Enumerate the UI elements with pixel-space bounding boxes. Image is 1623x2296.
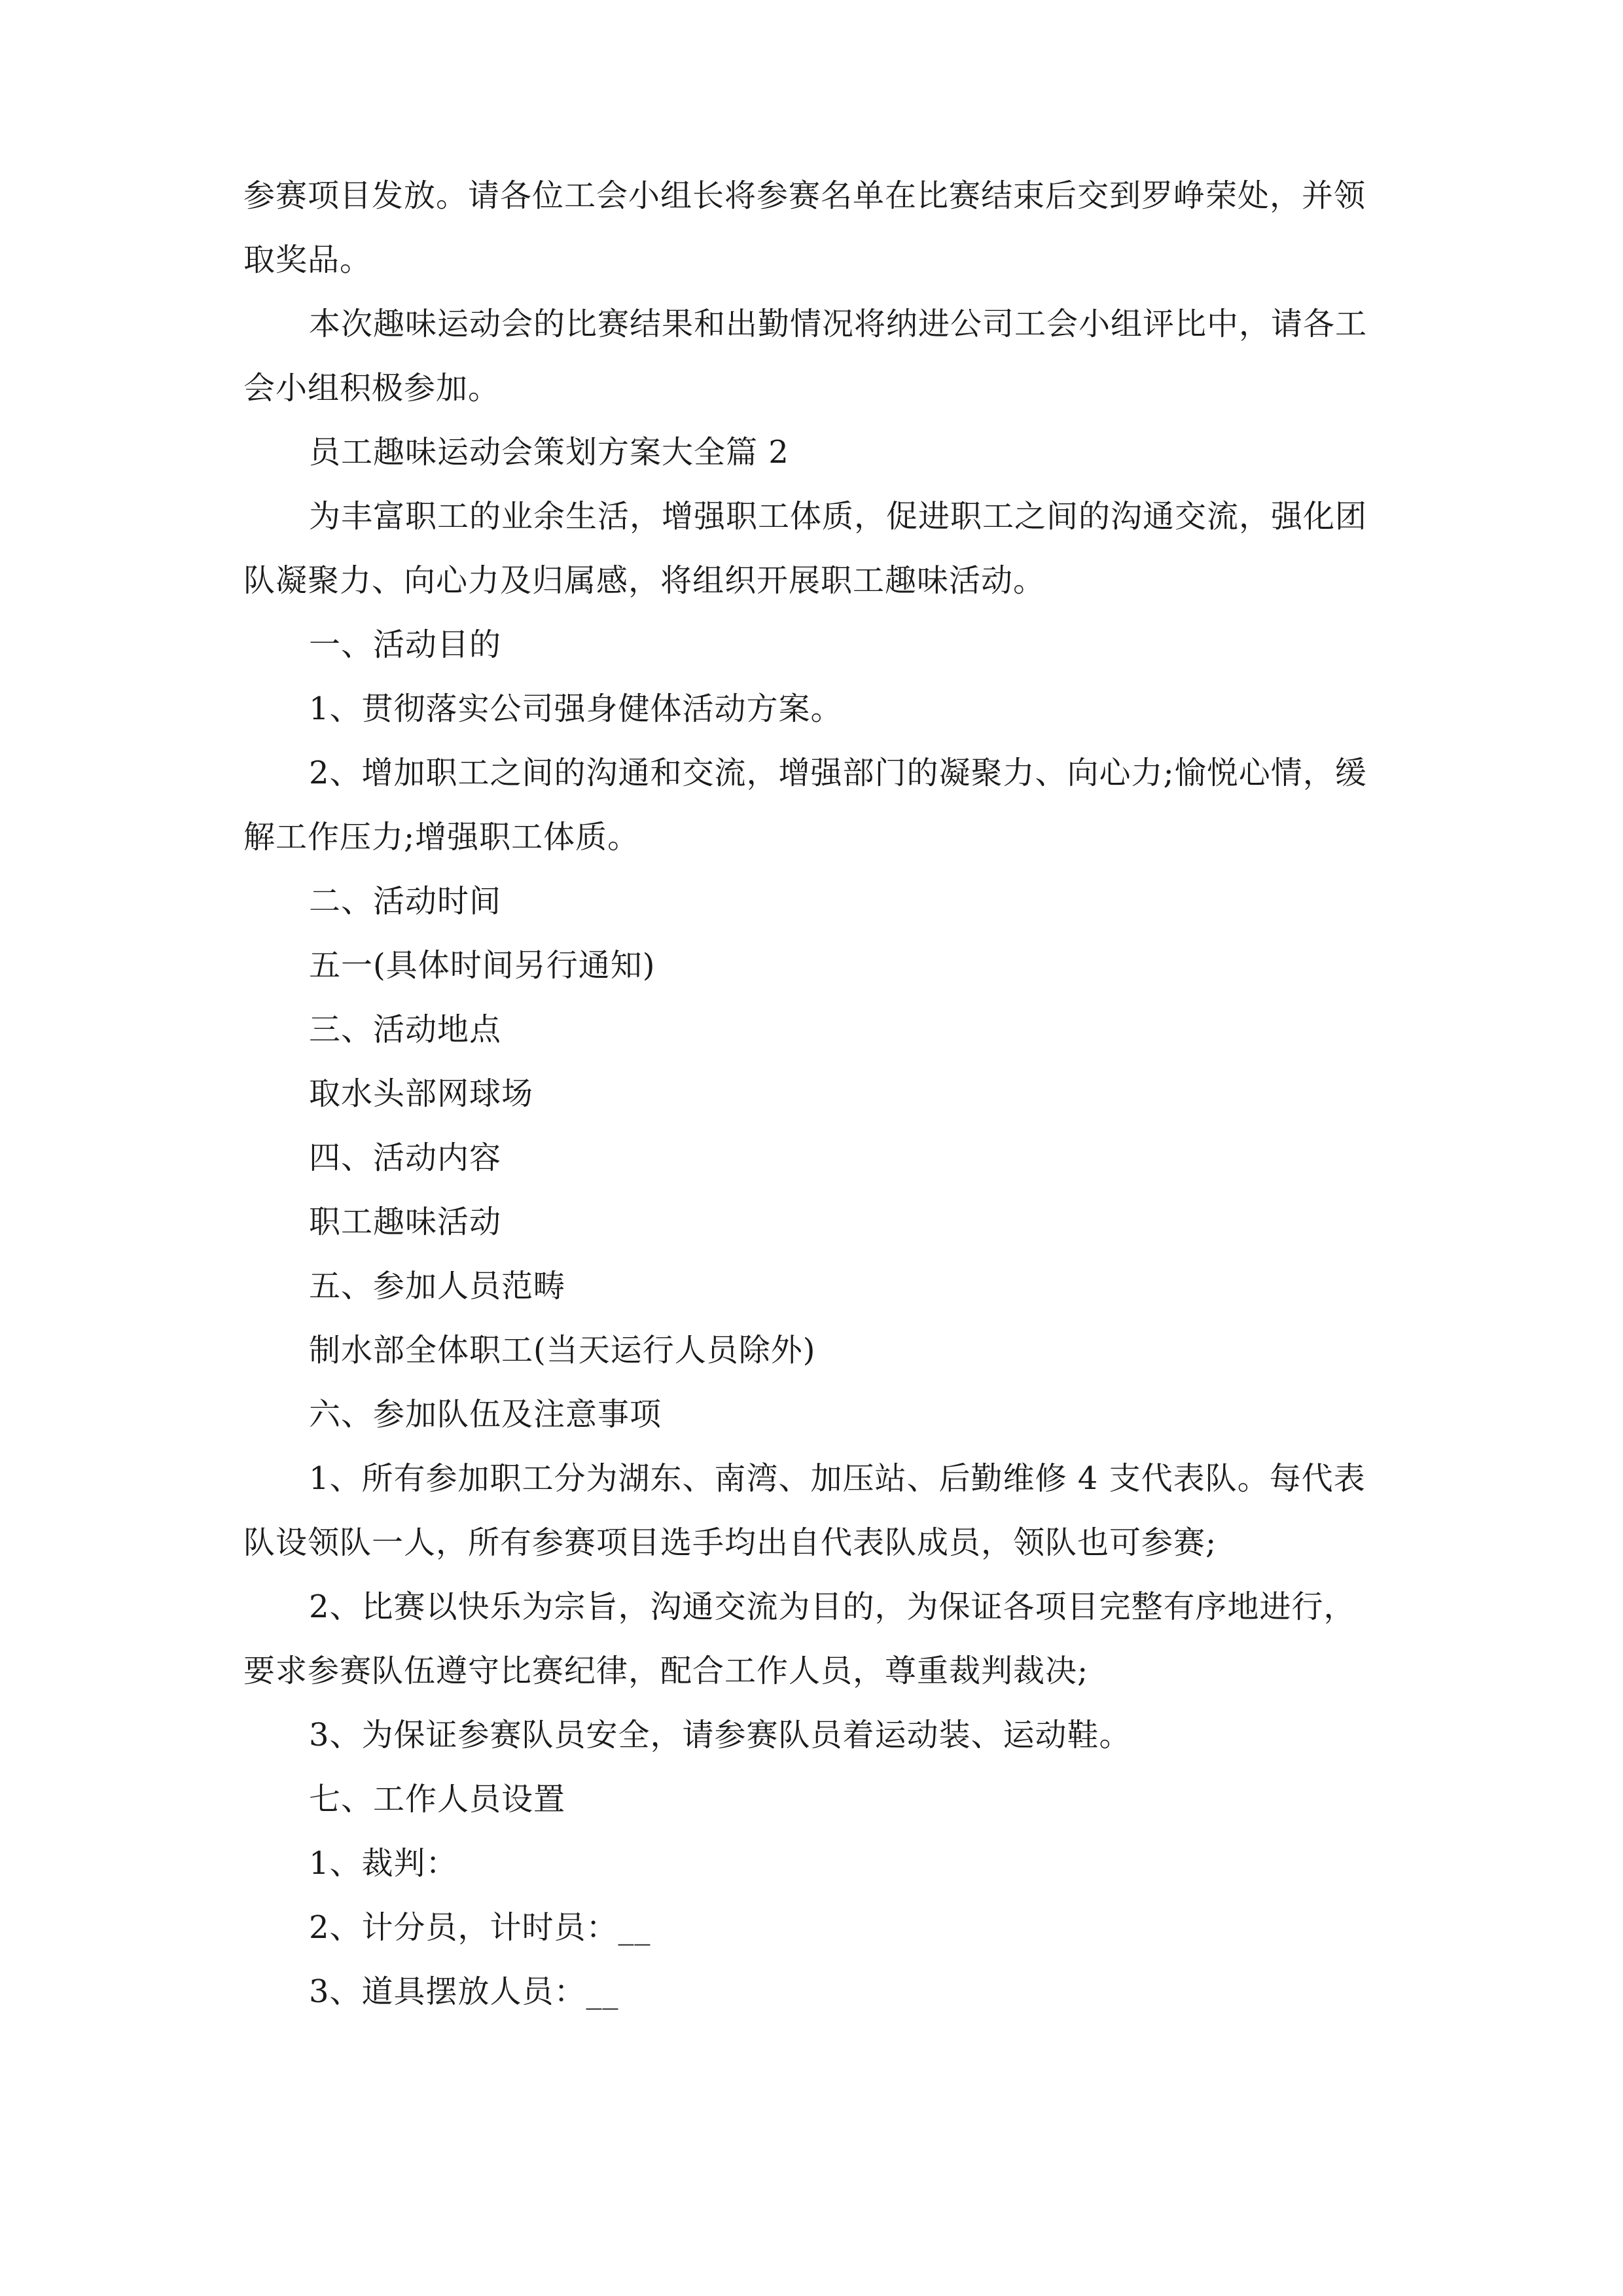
paragraph-line: 为丰富职工的业余生活，增强职工体质，促进职工之间的沟通交流，强化团 [309, 498, 1368, 535]
list-item-continuation: 要求参赛队伍遵守比赛纪律，配合工作人员，尊重裁判裁决; [243, 1653, 1089, 1689]
list-item: 2、增加职工之间的沟通和交流，增强部门的凝聚力、向心力;愉悦心情，缓 [309, 755, 1367, 791]
heading-activity-content: 四、活动内容 [309, 1139, 502, 1176]
paragraph-line: 队凝聚力、向心力及归属感，将组织开展职工趣味活动。 [243, 562, 1046, 599]
list-item-continuation: 解工作压力;增强职工体质。 [243, 819, 640, 855]
heading-activity-purpose: 一、活动目的 [309, 626, 502, 663]
section-title: 员工趣味运动会策划方案大全篇 2 [309, 434, 789, 471]
list-item: 1、所有参加职工分为湖东、南湾、加压站、后勤维修 4 支代表队。每代表 [309, 1460, 1366, 1497]
heading-teams-notes: 六、参加队伍及注意事项 [309, 1396, 662, 1433]
paragraph-line: 制水部全体职工(当天运行人员除外) [309, 1332, 816, 1369]
heading-activity-time: 二、活动时间 [309, 883, 502, 920]
paragraph-line: 五一(具体时间另行通知) [309, 947, 656, 984]
paragraph-line: 本次趣味运动会的比赛结果和出勤情况将纳进公司工会小组评比中，请各工 [309, 306, 1368, 342]
heading-activity-location: 三、活动地点 [309, 1011, 502, 1048]
list-item: 1、贯彻落实公司强身健体活动方案。 [309, 691, 843, 727]
paragraph-line: 取水头部网球场 [309, 1075, 534, 1112]
list-item: 3、道具摆放人员：__ [309, 1973, 619, 2010]
list-item: 2、计分员，计时员：__ [309, 1909, 651, 1946]
list-item: 3、为保证参赛队员安全，请参赛队员着运动装、运动鞋。 [309, 1717, 1132, 1753]
paragraph-line: 会小组积极参加。 [243, 370, 501, 406]
heading-participants: 五、参加人员范畴 [309, 1268, 566, 1304]
heading-staff-setup: 七、工作人员设置 [309, 1781, 566, 1818]
list-item-continuation: 队设领队一人，所有参赛项目选手均出自代表队成员，领队也可参赛; [243, 1524, 1217, 1561]
paragraph-line: 取奖品。 [243, 242, 372, 278]
paragraph-line: 职工趣味活动 [309, 1204, 502, 1240]
list-item: 1、裁判： [309, 1845, 458, 1882]
paragraph-line: 参赛项目发放。请各位工会小组长将参赛名单在比赛结束后交到罗峥荣处，并领 [243, 177, 1366, 214]
document-page [243, 164, 1382, 2024]
list-item: 2、比赛以快乐为宗旨，沟通交流为目的，为保证各项目完整有序地进行， [309, 1588, 1356, 1625]
